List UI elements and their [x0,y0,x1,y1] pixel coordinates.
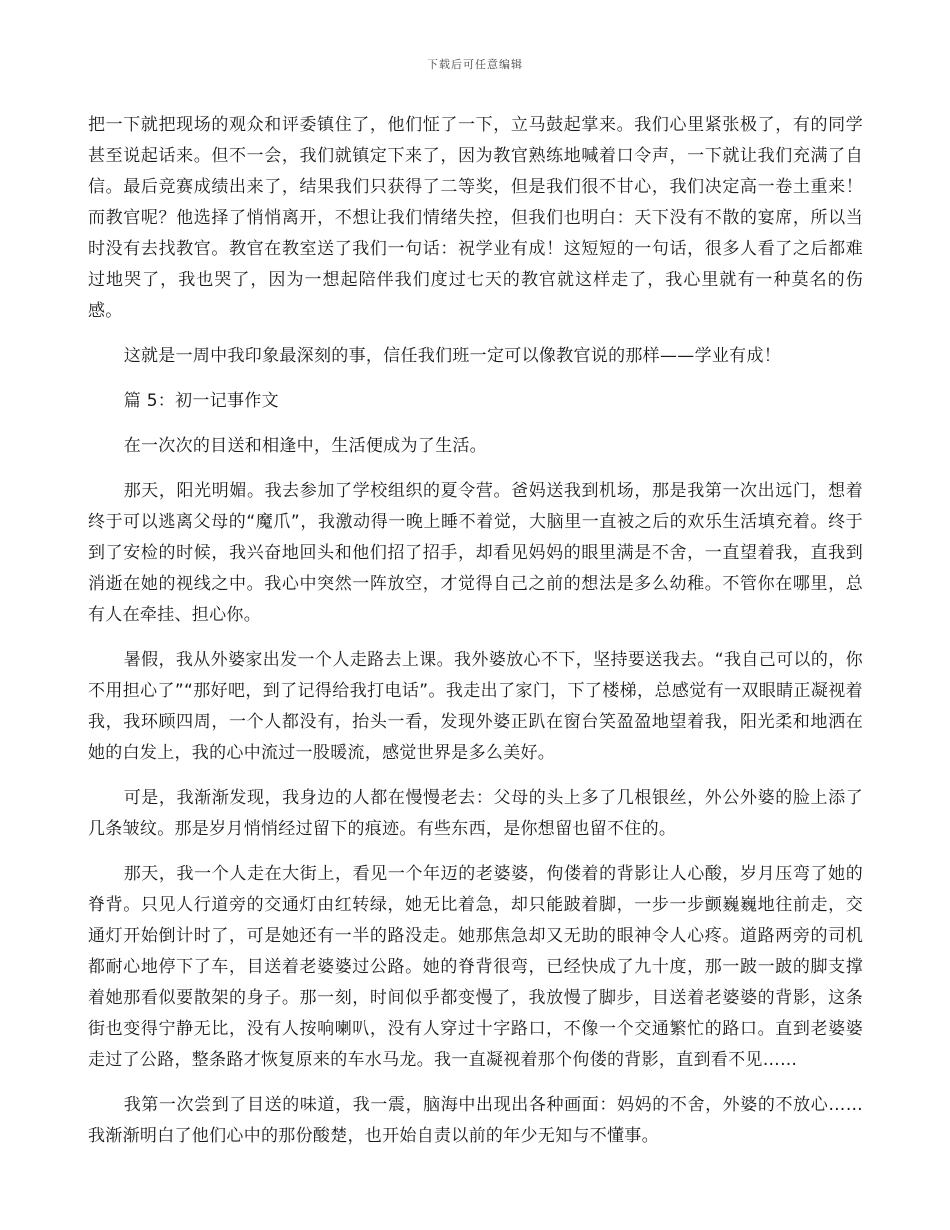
paragraph-5: 暑假，我从外婆家出发一个人走路去上课。我外婆放心不下，坚持要送我去。“我自己可以的，你不用担心了”“那好吧，到了记得给我打电话”。我走出了家门，下了楼梯，总感觉有一双眼睛正凝视着我，我环顾四周，一个人都没有，抬头一看，发现外婆正趴在窗台笑盈盈地望着我，阳光柔和地洒在她的白发上，我的心中流过一股暖流，感觉世界是多么美好。 [88,650,863,763]
paragraph-7: 那天，我一个人走在大街上，看见一个年迈的老婆婆，佝偻着的背影让人心酸，岁月压弯了她的脊背。只见人行道旁的交通灯由红转绿，她无比着急，却只能跛着脚，一步一步颤巍巍地往前走，交通灯开始倒计时了，可是她还有一半的路没走。她那焦急却又无助的眼神令人心疼。道路两旁的司机都耐心地停下了车，目送着老婆婆过公路。她的脊背很弯，已经快成了九十度，那一跛一跛的脚支撑着她那看似要散架的身子。那一刻，时间似乎都变慢了，我放慢了脚步，目送着老婆婆的背影，这条街也变得宁静无比，没有人按响喇叭，没有人穿过十字路口，不像一个交通繁忙的路口。直到老婆婆走过了公路，整条路才恢复原来的车水马龙。我一直凝视着那个佝偻的背影，直到看不见…… [88,864,863,1070]
paragraph-1: 把一下就把现场的观众和评委镇住了，他们怔了一下，立马鼓起掌来。我们心里紧张极了，有的同学甚至说起话来。但不一会，我们就镇定下来了，因为教官熟练地喊着口令声，一下就让我们充满了自信。最后竞赛成绩出来了，结果我们只获得了二等奖，但是我们很不甘心，我们决定高一卷土重来！而教官呢？他选择了悄悄离开，不想让我们情绪失控，但我们也明白：天下没有不散的宴席，所以当时没有去找教官。教官在教室送了我们一句话：祝学业有成！这短短的一句话，很多人看了之后都难过地哭了，我也哭了，因为一想起陪伴我们度过七天的教官就这样走了，我心里就有一种莫名的伤感。 [88,115,863,321]
section-heading: 篇 5：初一记事作文 [123,391,279,411]
paragraph-4: 那天，阳光明媚。我去参加了学校组织的夏令营。爸妈送我到机场，那是我第一次出远门，想着终于可以逃离父母的“魔爪”，我激动得一晚上睡不着觉，大脑里一直被之后的欢乐生活填充着。终于到了安检的时候，我兴奋地回头和他们招了招手，却看见妈妈的眼里满是不舍，一直望着我，直我到消逝在她的视线之中。我心中突然一阵放空，才觉得自己之前的想法是多么幼稚。不管你在哪里，总有人在牵挂、担心你。 [88,481,863,625]
page-header: 下载后可任意编辑 [427,58,523,71]
paragraph-8: 我第一次尝到了目送的味道，我一震，脑海中出现出各种画面：妈妈的不舍，外婆的不放心……我渐渐明白了他们心中的那份酸楚，也开始自责以前的年少无知与不懂事。 [88,1095,863,1146]
document-body [88,110,863,1166]
paragraph-3: 在一次次的目送和相逢中，生活便成为了生活。 [123,436,487,456]
paragraph-6: 可是，我渐渐发现，我身边的人都在慢慢老去：父母的头上多了几根银丝，外公外婆的脸上添了几条皱纹。那是岁月悄悄经过留下的痕迹。有些东西，是你想留也留不住的。 [88,788,863,839]
paragraph-2: 这就是一周中我印象最深刻的事，信任我们班一定可以像教官说的那样——学业有成！ [123,346,782,366]
